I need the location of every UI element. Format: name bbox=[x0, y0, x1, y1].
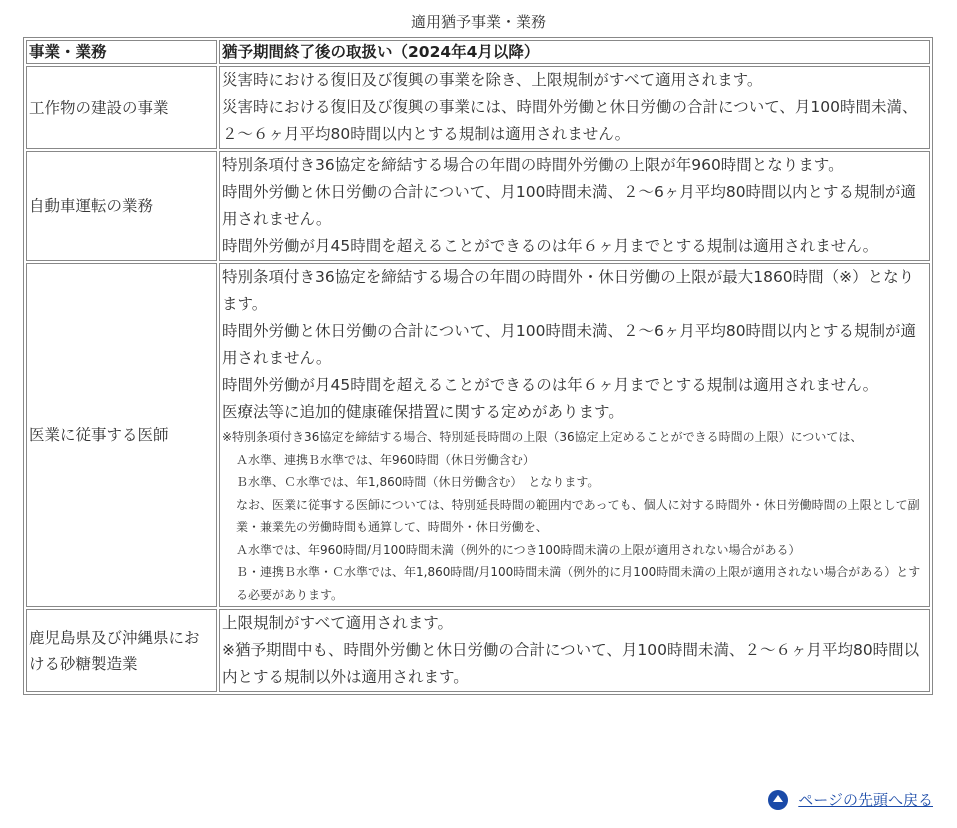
arrow-up-circle-icon[interactable] bbox=[768, 790, 788, 810]
treatment-sugar bbox=[219, 609, 930, 692]
back-to-top[interactable] bbox=[768, 790, 933, 810]
column-header-treatment: 猶予期間終了後の取扱い（2024年4月以降） bbox=[219, 40, 930, 64]
table-row bbox=[26, 66, 930, 149]
table-header-row bbox=[26, 40, 930, 64]
business-name-doctors: 医業に従事する医師 bbox=[26, 263, 217, 607]
table-row bbox=[26, 609, 930, 692]
table-row bbox=[26, 151, 930, 261]
business-name-sugar: 鹿児島県及び沖縄県における砂糖製造業 bbox=[26, 609, 217, 692]
treatment-line: 時間外労働が月45時間を超えることができるのは年６ヶ月までとする規制は適用されません。 bbox=[222, 237, 879, 255]
treatment-line: 時間外労働と休日労働の合計について、月100時間未満、２～6ヶ月平均80時間以内とする規制が適用されません。 bbox=[222, 322, 917, 367]
footnote-line: Ａ水準、連携Ｂ水準では、年960時間（休日労働含む） bbox=[236, 452, 535, 467]
footnote-line: Ｂ水準、Ｃ水準では、年1,860時間（休日労働含む） となります。 bbox=[236, 475, 600, 489]
treatment-doctors bbox=[219, 263, 930, 607]
treatment-construction bbox=[219, 66, 930, 149]
treatment-line: 医療法等に追加的健康確保措置に関する定めがあります。 bbox=[222, 403, 624, 421]
doctor-footnote bbox=[222, 426, 927, 606]
table-row bbox=[26, 263, 930, 607]
treatment-line: 災害時における復旧及び復興の事業を除き、上限規制がすべて適用されます。 bbox=[222, 71, 763, 89]
treatment-line: 上限規制がすべて適用されます。 bbox=[222, 614, 453, 632]
back-to-top-link[interactable]: ページの先頭へ戻る bbox=[798, 791, 933, 809]
footnote-line: ※特別条項付き36協定を締結する場合、特別延長時間の上限（36協定上定めることができる時間の上限）については、 bbox=[222, 430, 863, 444]
footnote-line: Ａ水準では、年960時間/月100時間未満（例外的につき100時間未満の上限が適用されない場合がある） bbox=[236, 542, 801, 557]
footnote-line: Ｂ・連携Ｂ水準・Ｃ水準では、年1,860時間/月100時間未満（例外的に月100時間未満の上限が適用されない場合がある）とする必要があります。 bbox=[236, 565, 921, 602]
treatment-driving bbox=[219, 151, 930, 261]
treatment-line: 特別条項付き36協定を締結する場合の年間の時間外・休日労働の上限が最大1860時間（※）となります。 bbox=[222, 268, 915, 313]
treatment-line: 特別条項付き36協定を締結する場合の年間の時間外労働の上限が年960時間となります。 bbox=[222, 156, 844, 174]
treatment-line: 災害時における復旧及び復興の事業には、時間外労働と休日労働の合計について、月100時間未満、２～６ヶ月平均80時間以内とする規制は適用されません。 bbox=[222, 98, 918, 143]
treatment-line: 時間外労働が月45時間を超えることができるのは年６ヶ月までとする規制は適用されません。 bbox=[222, 376, 879, 394]
deferred-businesses-table bbox=[23, 37, 933, 695]
business-name-driving: 自動車運転の業務 bbox=[26, 151, 217, 261]
treatment-line: 時間外労働と休日労働の合計について、月100時間未満、２～6ヶ月平均80時間以内とする規制が適用されません。 bbox=[222, 183, 917, 228]
treatment-line: ※猶予期間中も、時間外労働と休日労働の合計について、月100時間未満、２～６ヶ月平均80時間以内とする規制以外は適用されます。 bbox=[222, 641, 920, 686]
footnote-line: なお、医業に従事する医師については、特別延長時間の範囲内であっても、個人に対する時間外・休日労働時間の上限として副業・兼業先の労働時間も通算して、時間外・休日労働を、 bbox=[236, 497, 920, 534]
table-caption: 適用猶予事業・業務 bbox=[410, 13, 546, 31]
business-name-construction: 工作物の建設の事業 bbox=[26, 66, 217, 149]
column-header-business: 事業・業務 bbox=[26, 40, 217, 64]
